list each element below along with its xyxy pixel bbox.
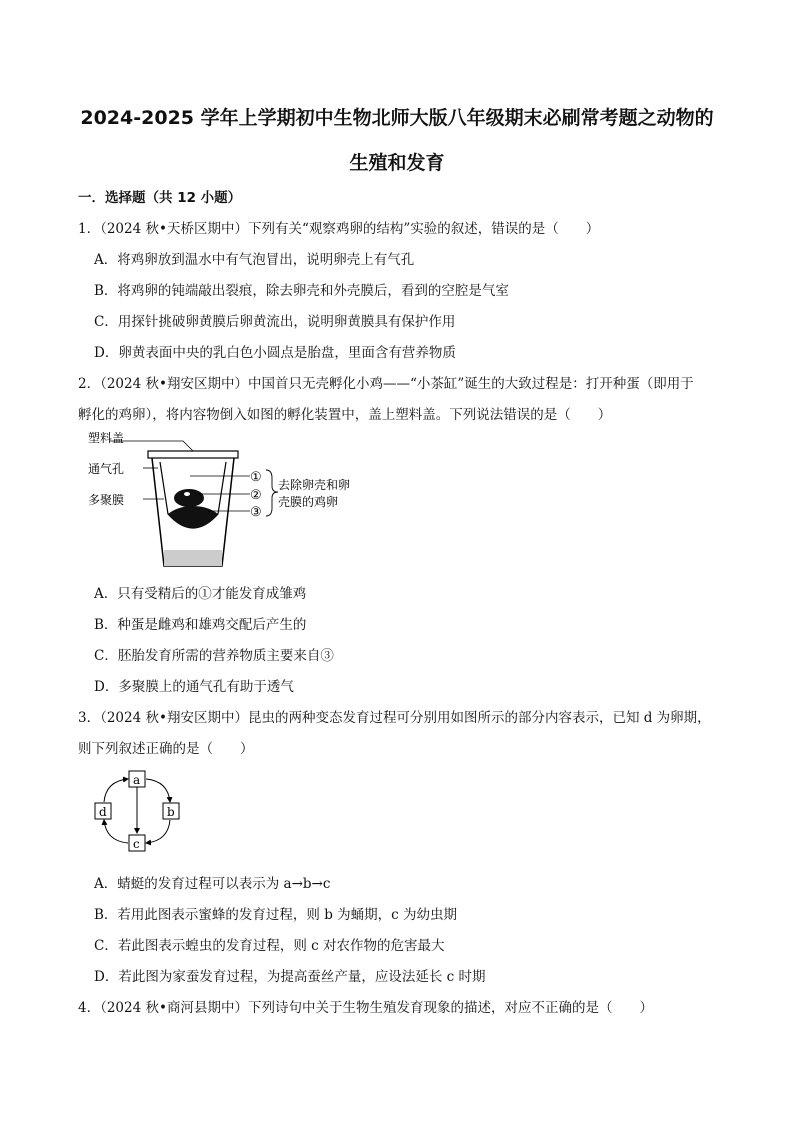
label-n1: ① [250,470,262,485]
label-note1: 去除卵壳和卵 [278,478,351,492]
arrow-a-b [146,779,170,802]
brace-shape [266,470,278,516]
q1-option-b: B．将鸡卵的钝端敲出裂痕，除去卵壳和外壳膜后，看到的空腔是气室 [94,283,509,299]
label-lid: 塑料盖 [88,431,125,445]
lid-shape [148,451,238,458]
label-film: 多聚膜 [88,493,125,507]
label-a: a [133,773,141,787]
label-d: d [99,805,107,819]
q2-option-b: B．种蛋是雌鸡和雄鸡交配后产生的 [94,617,307,633]
q3-option-c: C．若此图表示蝗虫的发育过程，则 c 对农作物的危害最大 [94,938,445,954]
label-n2: ② [250,488,262,503]
yolk-shape [174,489,204,507]
document-title-line2: 生殖和发育 [349,152,445,174]
q3-option-b: B．若用此图表示蜜蜂的发育过程，则 b 为蛹期，c 为幼虫期 [94,907,457,923]
label-b: b [167,805,175,819]
label-n3: ③ [250,505,262,520]
label-c: c [133,837,140,851]
egg-white-dark [168,506,218,528]
cup-base [164,550,222,566]
q2-stem-line2: 孵化的鸡卵），将内容物倒入如图的孵化装置中，盖上塑料盖。下列说法错误的是（ ） [78,407,612,423]
section-heading: 一．选择题（共 12 小题） [78,190,242,206]
document-title-line1: 2024-2025 学年上学期初中生物北师大版八年级期末必刷常考题之动物的 [80,107,714,129]
life-cycle-figure [90,765,190,857]
q2-stem-line1: 2．（2024 秋•翔安区期中）中国首只无壳孵化小鸡——“小茶缸”诞生的大致过程是：打开种蛋（即用于 [78,376,694,392]
blastodisc-shape [184,492,190,496]
q1-option-c: C．用探针挑破卵黄膜后卵黄流出，说明卵黄膜具有保护作用 [94,314,456,330]
arrow-c-d [104,820,128,843]
label-vent: 通气孔 [88,462,125,476]
q2-option-a: A．只有受精后的①才能发育成雏鸡 [94,586,307,602]
arrow-d-a [104,779,128,802]
q3-stem-line2: 则下列叙述正确的是（ ） [78,741,254,757]
q1-option-a: A．将鸡卵放到温水中有气泡冒出，说明卵壳上有气孔 [94,252,415,268]
label-note2: 壳膜的鸡卵 [278,495,339,509]
q1-option-d: D．卵黄表面中央的乳白色小圆点是胎盘，里面含有营养物质 [94,345,456,361]
q3-stem-line1: 3．（2024 秋•翔安区期中）昆虫的两种变态发育过程可分别用如图所示的部分内容表示，已知 d 为卵期， [78,710,711,726]
q2-option-c: C．胚胎发育所需的营养物质主要来自③ [94,648,334,664]
q3-option-a: A．蜻蜓的发育过程可以表示为 a→b→c [94,876,331,892]
q1-stem: 1．（2024 秋•天桥区期中）下列有关“观察鸡卵的结构”实验的叙述，错误的是（ ） [78,221,600,237]
incubator-figure [88,428,368,568]
q4-stem: 4．（2024 秋•商河县期中）下列诗句中关于生物生殖发育现象的描述，对应不正确的是（ ） [78,1000,653,1016]
q3-option-d: D．若此图为家蚕发育过程，为提高蚕丝产量，应设法延长 c 时期 [94,969,486,985]
arrow-b-c [146,820,170,843]
q2-option-d: D．多聚膜上的通气孔有助于透气 [94,679,294,695]
